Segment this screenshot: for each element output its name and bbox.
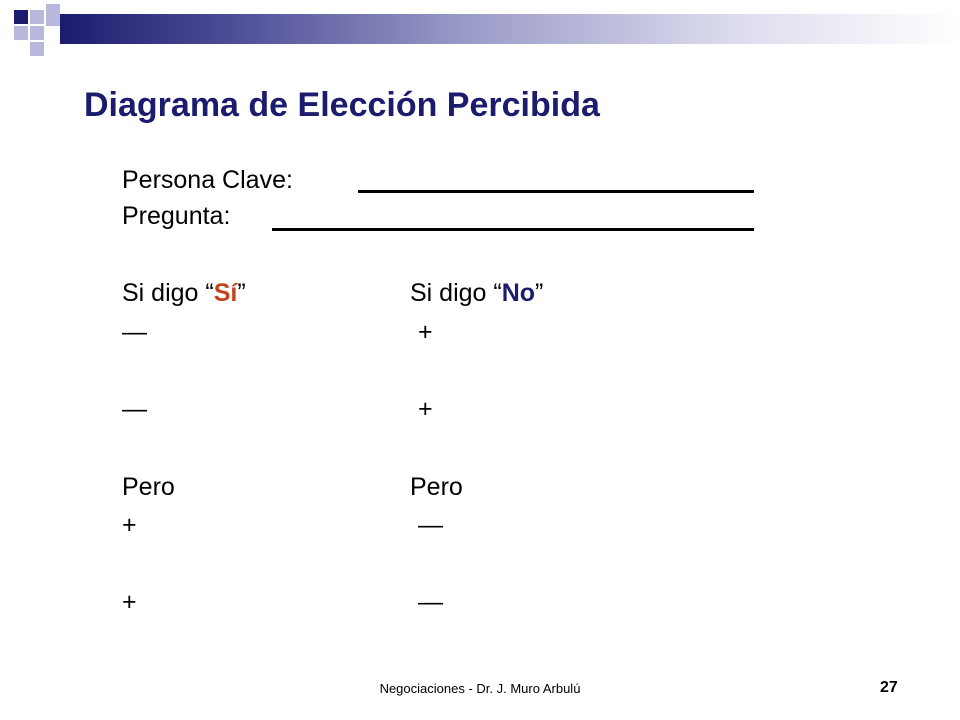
pregunta-label: Pregunta:: [122, 202, 231, 230]
slide-title: Diagrama de Elección Percibida: [84, 86, 600, 124]
right-plus-2: +: [418, 395, 433, 423]
no-suffix: ”: [535, 279, 544, 307]
si-digo-si-heading: [122, 279, 246, 308]
left-minus-2: —: [122, 395, 147, 423]
footer-text: Negociaciones - Dr. J. Muro Arbulú: [379, 681, 581, 696]
si-answer: Sí: [213, 279, 238, 307]
right-plus-1: +: [418, 318, 433, 346]
page-number: 27: [880, 679, 898, 696]
decor-square: [30, 10, 44, 24]
left-minus-1: —: [122, 318, 147, 346]
decor-square: [14, 10, 28, 24]
header-gradient-bar: [60, 14, 960, 44]
left-pero: Pero: [122, 473, 175, 501]
decor-square: [30, 26, 44, 40]
decor-square: [14, 26, 28, 40]
pregunta-blank: [272, 228, 754, 231]
right-pero: Pero: [410, 473, 463, 501]
persona-clave-label: Persona Clave:: [122, 166, 293, 194]
si-prefix: Si digo “: [122, 279, 214, 307]
right-minus-2: —: [418, 588, 443, 616]
right-minus-1: —: [418, 511, 443, 539]
persona-clave-blank: [358, 190, 754, 193]
si-suffix: ”: [237, 279, 246, 307]
decor-square: [46, 4, 60, 26]
decor-square: [30, 42, 44, 56]
left-plus-1: +: [122, 511, 137, 539]
left-plus-2: +: [122, 588, 137, 616]
si-digo-no-heading: [410, 279, 543, 308]
no-prefix: Si digo “: [410, 279, 502, 307]
no-answer: No: [501, 279, 536, 307]
